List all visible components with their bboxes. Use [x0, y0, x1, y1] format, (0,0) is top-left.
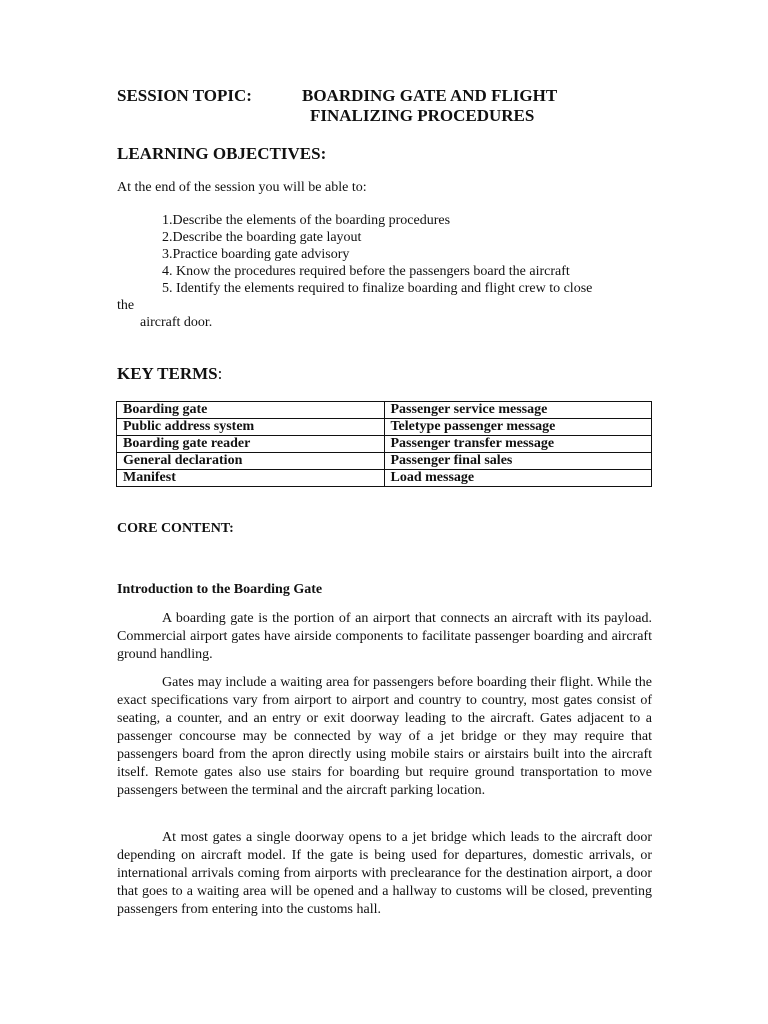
table-cell: Passenger transfer message	[384, 436, 652, 453]
boarding-gate-intro-heading: Introduction to the Boarding Gate	[117, 582, 323, 597]
table-cell: General declaration	[117, 453, 385, 470]
table-cell: Passenger service message	[384, 402, 652, 419]
key-terms-label: KEY TERMS	[117, 364, 218, 383]
key-terms-colon: :	[217, 364, 223, 383]
objective-item-2: 2.Describe the boarding gate layout	[162, 230, 362, 245]
table-cell: Boarding gate	[117, 402, 385, 419]
table-cell: Load message	[384, 470, 652, 487]
table-row	[117, 470, 652, 487]
session-title-line-2: FINALIZING PROCEDURES	[310, 106, 535, 125]
table-row	[117, 419, 652, 436]
core-content-heading: CORE CONTENT:	[117, 521, 234, 536]
table-cell: Boarding gate reader	[117, 436, 385, 453]
objectives-intro: At the end of the session you will be able to:	[117, 180, 367, 195]
key-terms-heading	[117, 364, 222, 384]
learning-objectives-heading: LEARNING OBJECTIVES:	[117, 144, 327, 163]
objective-item-5: 5. Identify the elements required to finalize boarding and flight crew to close	[162, 281, 593, 296]
paragraph-2: Gates may include a waiting area for passengers before boarding their flight. While the exact specifications vary from airport to airport and country to country, most gates consist of seating, a counter, and an entry or exit doorway leading to the aircraft. Gates adjacent to a passenger concourse may be connected by way of a jet bridge or they may require that passengers board from the apron directly using mobile stairs or airstairs built into the aircraft itself. Remote gates also use stairs for boarding but require ground transportation to move passengers between the terminal and the aircraft parking location.	[117, 675, 652, 798]
paragraph-1: A boarding gate is the portion of an airport that connects an aircraft with its payload. Commercial airport gates have airside components to facilitate passenger boarding and aircraft ground handling.	[117, 611, 652, 662]
objective-item-1: 1.Describe the elements of the boarding procedures	[162, 213, 451, 228]
key-terms-table	[116, 401, 652, 487]
objective-item-5-wrap-2: aircraft door.	[140, 315, 213, 330]
session-topic-label: SESSION TOPIC:	[117, 86, 252, 105]
objective-item-3: 3.Practice boarding gate advisory	[162, 247, 350, 262]
table-row	[117, 436, 652, 453]
table-cell: Passenger final sales	[384, 453, 652, 470]
table-row	[117, 453, 652, 470]
table-cell: Teletype passenger message	[384, 419, 652, 436]
table-cell: Manifest	[117, 470, 385, 487]
paragraph-3: At most gates a single doorway opens to a jet bridge which leads to the aircraft door depending on aircraft model. If the gate is being used for departures, domestic arrivals, or international arrivals coming from airports with preclearance for the destination airport, a door that goes to a waiting area will be opened and a hallway to customs will be closed, preventing passengers from entering into the customs hall.	[117, 830, 652, 917]
table-row	[117, 402, 652, 419]
objective-item-4: 4. Know the procedures required before the passengers board the aircraft	[162, 264, 570, 279]
session-title-line-1: BOARDING GATE AND FLIGHT	[302, 86, 558, 105]
objective-item-5-wrap-1: the	[117, 298, 135, 313]
table-cell: Public address system	[117, 419, 385, 436]
